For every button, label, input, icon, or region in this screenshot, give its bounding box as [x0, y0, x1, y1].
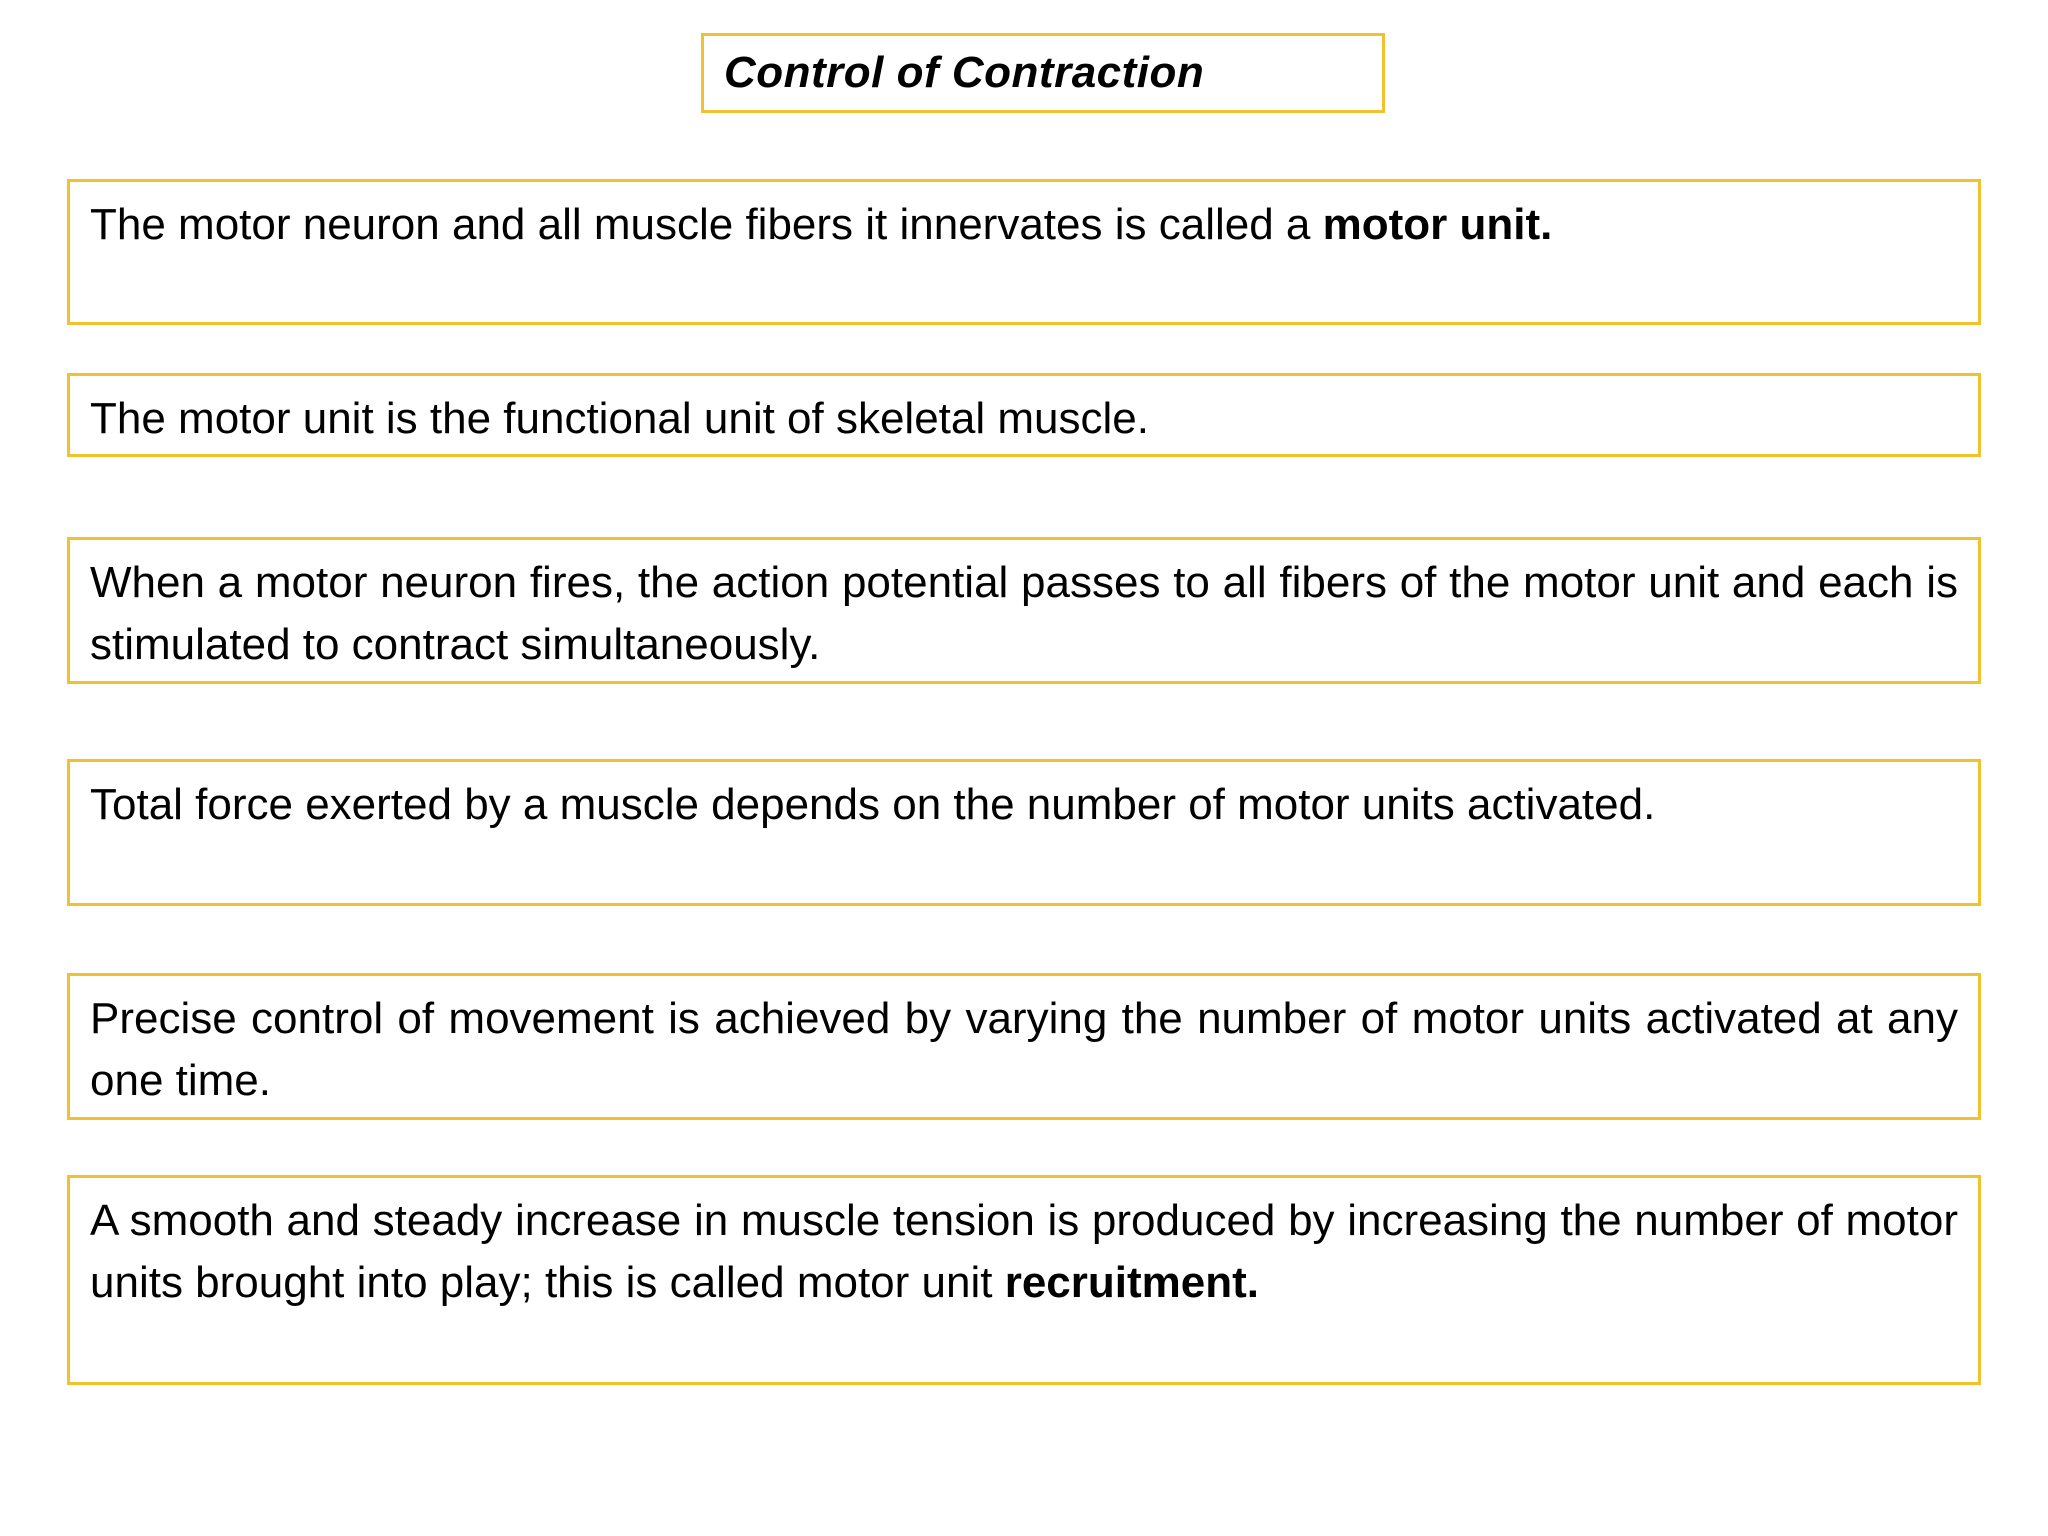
box-bold-term: recruitment. — [1004, 1258, 1259, 1307]
box-text: A smooth and steady increase in muscle tension is produced by increasing the number of motor units brought into play; this is called motor unit — [90, 1196, 1958, 1307]
box-text: The motor unit is the functional unit of skeletal muscle. — [90, 394, 1149, 443]
text-box-motor-neuron-fires — [67, 537, 1981, 684]
title-box — [701, 33, 1385, 113]
box-text: Total force exerted by a muscle depends on the number of motor units activated. — [90, 780, 1656, 829]
box-bold-term: motor unit. — [1322, 200, 1553, 249]
text-box-functional-unit — [67, 373, 1981, 457]
text-box-motor-unit-definition — [67, 179, 1981, 325]
text-box-recruitment — [67, 1175, 1981, 1385]
box-text: Precise control of movement is achieved by varying the number of motor units activated at any one time. — [90, 994, 1958, 1105]
text-box-precise-control — [67, 973, 1981, 1120]
box-text: The motor neuron and all muscle fibers it innervates is called a — [90, 200, 1323, 249]
text-box-total-force — [67, 759, 1981, 906]
box-text: When a motor neuron fires, the action potential passes to all fibers of the motor unit and each is stimulated to contract simultaneously. — [90, 558, 1958, 669]
slide-title: Control of Contraction — [724, 48, 1205, 97]
